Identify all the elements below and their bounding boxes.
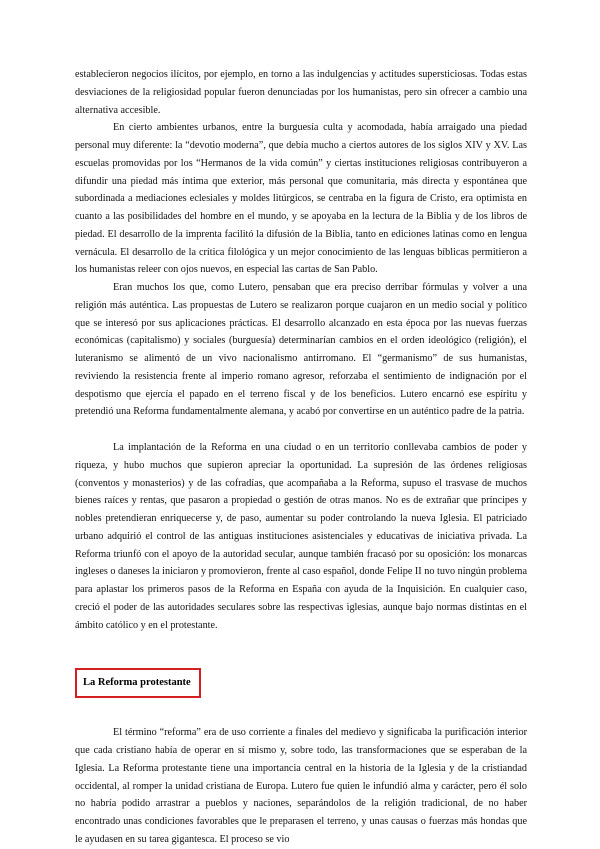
document-page xyxy=(75,66,527,849)
paragraph-implantacion-reforma: La implantación de la Reforma en una ciudad o en un territorio conllevaba cambios de poder y riqueza, y hubo muchos que supieron apreciar la oportunidad. La supresión de las órdenes religiosas (conventos y monasterios) y de las cofradías, que acompañaba a la Reforma, supuso el trasvase de muchos bienes raíces y rentas, que pasaron a propiedad o gestión de otras manos. No es de extrañar que príncipes y nobles pretendieran enriquecerse y, de paso, aumentar su poder controlando la nueva Iglesia. El patriciado urbano adquirió el control de las antiguas instituciones asistenciales y educativas de iniciativa privada. La Reforma triunfó con el apoyo de la autoridad secular, aunque también fracasó por su oposición: los monarcas ingleses o daneses la iniciaron y promovieron, frente al caso español, donde Felipe II no tuvo ningún problema para aplastar los primeros pasos de la Reforma en España con ayuda de la Inquisición. En cualquier caso, creció el poder de las autoridades seculares sobre las respectivas iglesias, aunque bajo normas distintas en el ámbito católico y en el protestante. xyxy=(75,442,527,631)
section-heading: La Reforma protestante xyxy=(75,668,201,698)
paragraph-continuation: establecieron negocios ilícitos, por ejemplo, en torno a las indulgencias y actitudes supersticiosas. Todas estas desviaciones de la religiosidad popular fueron denunciadas por los humanistas, pero sin ofrecer a cambio una alternativa accesible. xyxy=(75,69,527,116)
paragraph-lutero-religion: Eran muchos los que, como Lutero, pensaban que era preciso derribar fórmulas y volver a una religión más auténtica. Las propuestas de Lutero se realizaron porque cuajaron en un medio social y político que se interesó por sus aplicaciones prácticas. El desarrollo alcanzado en esta época por las nuevas fuerzas económicas (capitalismo) y sociales (burguesía) determinarían cambios en el orden ideológico (religión), el luteranismo se alimentó de un vivo nacionalismo antirromano. El “germanismo” de sus humanistas, reviviendo la resistencia frente al imperio romano agresor, reforzaba el sentimiento de indignación por el despotismo que ejercía el papado en el terreno fiscal y de los beneficios. Lutero encarnó ese espíritu y pretendió una Reforma fundamentalmente alemana, y acabó por convertirse en un auténtico padre de la patria. xyxy=(75,282,527,418)
paragraph-termino-reforma: El término “reforma” era de uso corriente a finales del medievo y significaba la purificación interior que cada cristiano había de operar en sí mismo y, sobre todo, las transformaciones que se esperaban de la Iglesia. La Reforma protestante tiene una importancia central en la historia de la Iglesia y de la cristiandad occidental, al romper la unidad cristiana de Europa. Lutero fue quien le infundió alma y carácter, pero él solo no habría podido arrastrar a pueblos y naciones, separándolos de la religión tradicional, de no haber encontrado unas condiciones favorables que le preparasen el terreno, y unas causas o fuerzas más hondas que le ayudasen en su tarea gigantesca. El proceso se vio xyxy=(75,727,527,845)
paragraph-devotio-moderna: En cierto ambientes urbanos, entre la burguesía culta y acomodada, había arraigado una piedad personal muy diferente: la “devotio moderna”, que debía mucho a ciertos autores de los siglos XIV y XV. Las escuelas promovidas por los “Hermanos de la vida común” y ciertas instituciones religiosas contribuyeron a difundir una piedad más íntima que exterior, más personal que comunitaria, más directa y espontánea que subordinada a mediaciones eclesiales y moldes litúrgicos, se centraba en la figura de Cristo, era optimista en cuanto a las posibilidades del hombre en el mundo, y se apoyaba en la lectura de la Biblia y de los libros de piedad. El desarrollo de la imprenta facilitó la difusión de la Biblia, tanto en ediciones latinas como en lengua vernácula. El desarrollo de la crítica filológica y un mejor conocimiento de las lenguas bíblicas permitieron a los humanistas releer con ojos nuevos, en especial las cartas de San Pablo. xyxy=(75,122,527,276)
section-heading-wrapper xyxy=(75,668,527,698)
